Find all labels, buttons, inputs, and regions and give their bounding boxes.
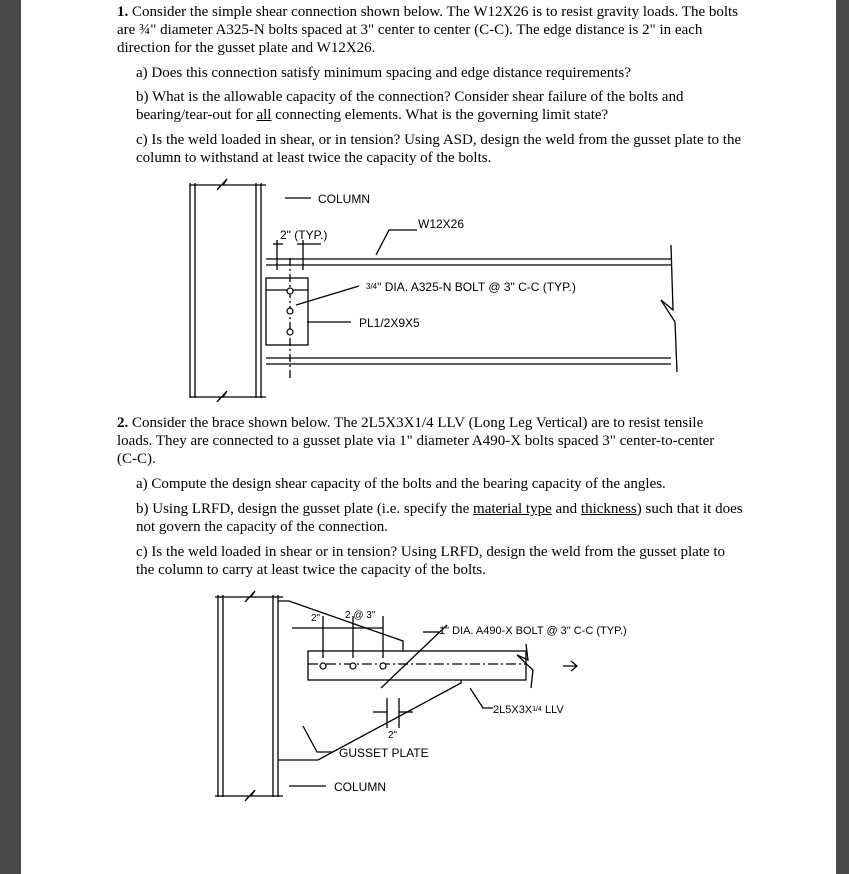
problem-2-intro-text: Consider the brace shown below. The 2L5X3X1/4 LLV (Long Leg Vertical) are to resist tensile loads. They are connected to a gusset plate via 1" diameter A490-X bolts spaced 3" center-to-center (C-C). bbox=[117, 415, 715, 467]
fig1-plate-label: PL1/2X9X5 bbox=[359, 316, 420, 330]
problem-1-question-a: a) Does this connection satisfy minimum spacing and edge distance requirements? bbox=[136, 65, 631, 81]
leader-gusset bbox=[303, 726, 333, 752]
bolt-hole bbox=[287, 329, 293, 335]
fig1-bolt-fraction: 3/4 bbox=[366, 282, 378, 291]
fig2-angle-label bbox=[493, 704, 564, 716]
problem-1-number: 1. bbox=[117, 4, 129, 20]
problem-2-intro bbox=[117, 414, 737, 468]
bolt-hole bbox=[350, 663, 356, 669]
bolt-hole bbox=[287, 308, 293, 314]
shear-plate bbox=[266, 278, 308, 345]
fig2-edge-top-label: 2" bbox=[311, 613, 321, 624]
problem-2-question-a: a) Compute the design shear capacity of the bolts and the bearing capacity of the angles. bbox=[136, 476, 666, 492]
problem-2-question-c: c) Is the weld loaded in shear or in tension? Using LRFD, design the weld from the gusset plate to the column to carry at least twice the capacity of the bolts. bbox=[136, 544, 726, 578]
double-angle bbox=[308, 651, 526, 680]
problem-2-question-b bbox=[136, 500, 746, 536]
problem-2-qb-text-1: b) Using LRFD, design the gusset plate (i.e. specify the bbox=[136, 501, 474, 517]
document-page bbox=[21, 0, 836, 874]
leader-angle bbox=[470, 688, 493, 708]
force-arrow bbox=[563, 661, 577, 671]
fig2-angle-suffix: LLV bbox=[541, 704, 564, 716]
column-break-bottom bbox=[215, 790, 283, 801]
bolt-hole bbox=[380, 663, 386, 669]
fig2-spacing-label: 2 @ 3" bbox=[345, 610, 376, 621]
fig1-bolt-text: " DIA. A325-N BOLT @ 3" C-C (TYP.) bbox=[377, 280, 576, 294]
problem-1-question-b bbox=[136, 88, 746, 124]
column-break-bottom bbox=[190, 391, 266, 402]
problem-2-qb-underlined-1: material type bbox=[473, 501, 552, 517]
bolt-hole bbox=[287, 288, 293, 294]
fig1-bolt-label bbox=[366, 280, 576, 294]
problem-2-qb-underlined-2: thickness bbox=[580, 501, 637, 517]
problem-1-qb-text-1: b) What is the allowable capacity of the connection? Consider shear failure of the bolts and bearing/tear-out for bbox=[136, 89, 684, 123]
problem-2-qb-text-2: and bbox=[551, 501, 581, 517]
fig2-gusset-label: GUSSET PLATE bbox=[339, 746, 429, 760]
bolt-hole bbox=[320, 663, 326, 669]
problem-1-question-c: c) Is the weld loaded in shear, or in tension? Using ASD, design the weld from the gusset plate to the column to withstand at least twice the capacity of the bolts. bbox=[136, 132, 742, 166]
column-break-top bbox=[190, 179, 266, 190]
column-break-top bbox=[215, 591, 283, 602]
problem-1-qb-text-2: connecting elements. What is the governing limit state? bbox=[271, 107, 609, 123]
leader-bolt bbox=[296, 286, 359, 305]
leader-beam bbox=[376, 230, 417, 255]
fig2-angle-text: 2L5X3X bbox=[493, 704, 533, 716]
fig1-column-label: COLUMN bbox=[318, 192, 371, 206]
fig1-edge-label: 2" (TYP.) bbox=[280, 228, 328, 242]
work-line bbox=[381, 625, 447, 688]
problem-1-intro bbox=[117, 3, 747, 57]
problem-1-qb-underlined: all bbox=[256, 107, 272, 123]
problem-2-qb-text-3: ) such that it does not govern the capacity of the connection. bbox=[136, 501, 743, 535]
problem-1-intro-text: Consider the simple shear connection shown below. The W12X26 is to resist gravity loads. The bolts are ¾" diameter A325-N bolts spaced at 3" center to center (C-C). The edge distance is 2" in each direction for the gusset plate and W12X26. bbox=[117, 4, 739, 56]
gusset-edge-top bbox=[278, 601, 403, 651]
beam-break-line bbox=[661, 245, 677, 372]
fig2-bolt-label: 1" DIA. A490-X BOLT @ 3" C-C (TYP.) bbox=[439, 625, 627, 637]
fig2-angle-fraction: 1/4 bbox=[532, 706, 542, 713]
problem-2-number: 2. bbox=[117, 415, 129, 431]
angle-break-line bbox=[517, 644, 533, 688]
fig2-edge-bottom-label: 2" bbox=[388, 730, 398, 741]
fig1-beam-label: W12X26 bbox=[418, 217, 465, 231]
fig2-column-label: COLUMN bbox=[334, 780, 387, 794]
